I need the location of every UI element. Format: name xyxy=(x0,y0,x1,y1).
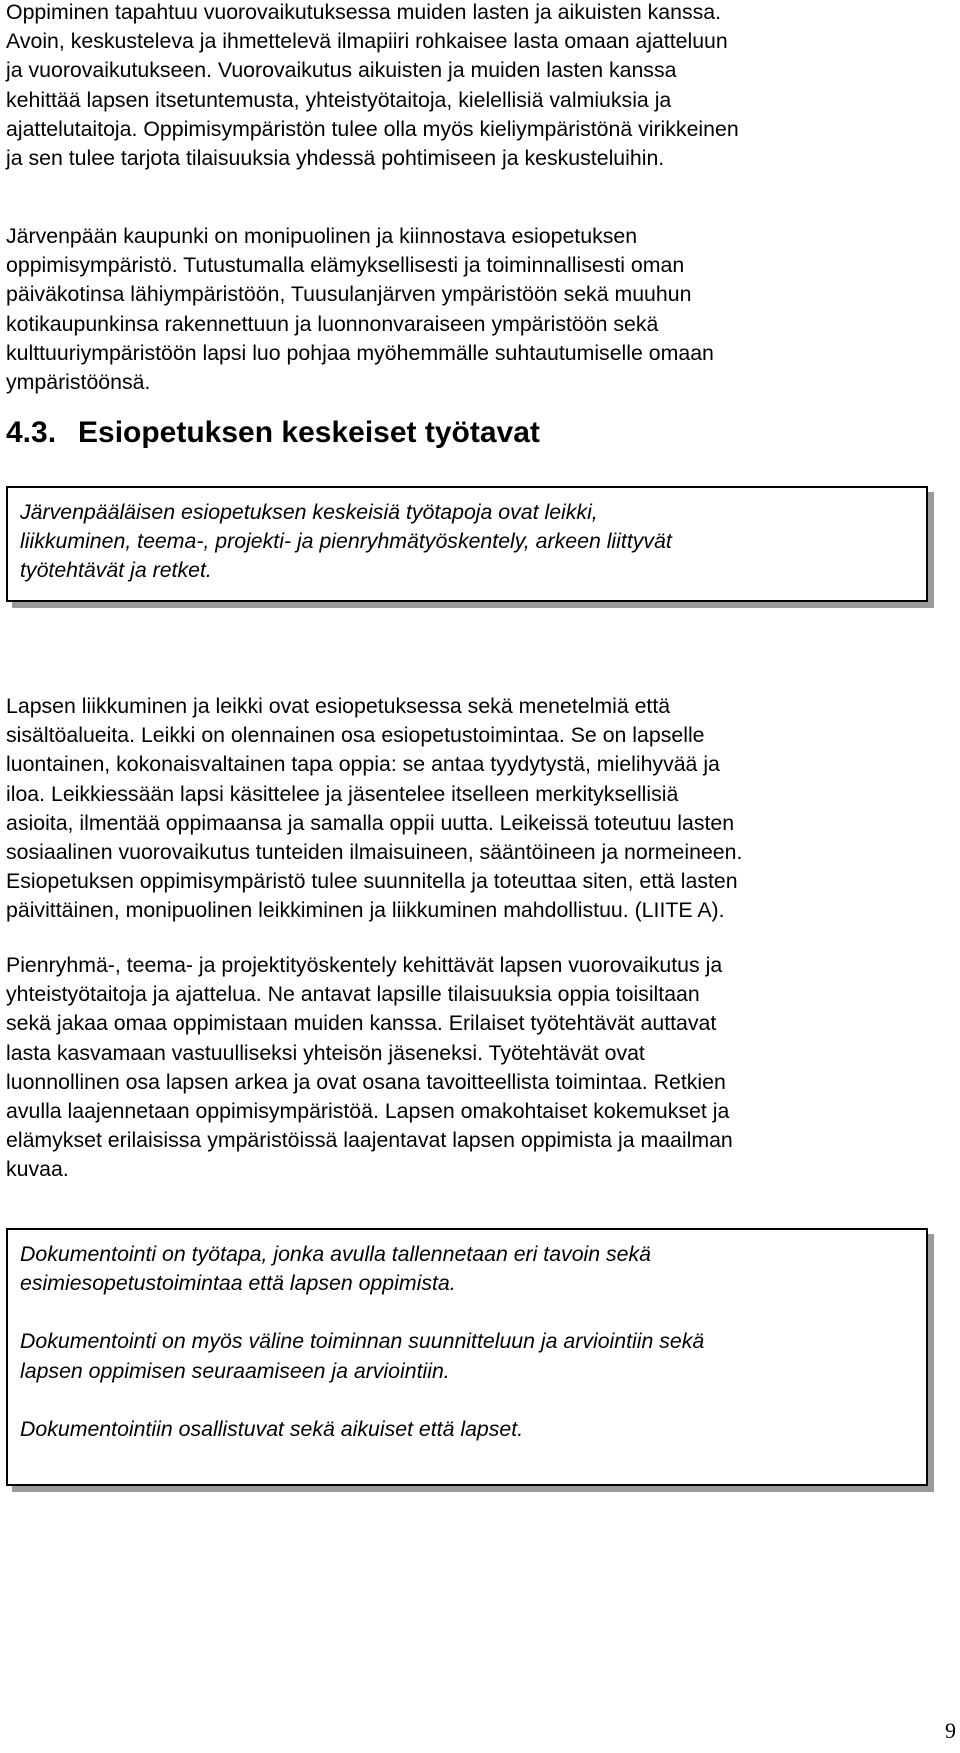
section-heading xyxy=(6,416,540,450)
documentation-line-2: Dokumentointi on myös väline toiminnan suunnitteluun ja arviointiin sekä lapsen oppimisen seuraamiseen ja arviointiin. xyxy=(20,1329,705,1383)
documentation-line-3: Dokumentointiin osallistuvat sekä aikuiset että lapset. xyxy=(20,1416,524,1441)
section-title: Esiopetuksen keskeiset työtavat xyxy=(78,416,540,449)
paragraph-play-movement: Lapsen liikkuminen ja leikki ovat esiopetuksessa sekä menetelmiä että sisältöalueita. Leikki on olennainen osa esiopetustoimintaa. Se on lapselle luontainen, kokonaisvaltainen tapa oppia: se antaa tyydytystä, mielihyvää ja iloa. Leikkiessään lapsi käsittelee ja jäsentelee itselleen merkityksellisiä asioita, ilmentää oppimaansa ja samalla oppii uutta. Leikeissä toteutuu lasten sosiaalinen vuorovaikutus tunteiden ilmaisuineen, sääntöineen ja normeineen. Esiopetuksen oppimisympäristö tulee suunnitella ja toteuttaa siten, että lasten päivittäinen, monipuolinen leikkiminen ja liikkuminen mahdollistuu. (LIITE A). xyxy=(6,694,743,923)
section-number: 4.3. xyxy=(6,416,57,449)
key-methods-box xyxy=(6,486,928,602)
paragraph-learning-interaction: Oppiminen tapahtuu vuorovaikutuksessa muiden lasten ja aikuisten kanssa. Avoin, keskusteleva ja ihmettelevä ilmapiiri rohkaisee lasta omaan ajatteluun ja vuorovaikutukseen. Vuorovaikutus aikuisten ja muiden lasten kanssa kehittää lapsen itsetuntemusta, yhteistyötaitoja, kielellisiä valmiuksia ja ajattelutaitoja. Oppimisympäristön tulee olla myös kieliympäristönä virikkeinen ja sen tulee tarjota tilaisuuksia yhdessä pohtimiseen ja keskusteluihin. xyxy=(6,0,739,171)
key-methods-text: Järvenpääläisen esiopetuksen keskeisiä työtapoja ovat leikki, liikkuminen, teema-, projekti- ja pienryhmätyöskentely, arkeen liittyvät työtehtävät ja retket. xyxy=(20,500,672,583)
paragraph-learning-environment: Järvenpään kaupunki on monipuolinen ja kiinnostava esiopetuksen oppimisympäristö. Tutustumalla elämyksellisesti ja toiminnallisesti oman päiväkotinsa lähiympäristöön, Tuusulanjärven ympäristöön sekä muuhun kotikaupunkinsa rakennettuun ja luonnonvaraiseen ympäristöön sekä kulttuuriympäristöön lapsi luo pohjaa myöhemmälle suhtautumiselle omaan ympäristöönsä. xyxy=(6,224,714,395)
page-number: 9 xyxy=(945,1718,956,1743)
paragraph-group-work: Pienryhmä-, teema- ja projektityöskentely kehittävät lapsen vuorovaikutus ja yhteistyötaitoja ja ajattelua. Ne antavat lapsille tilaisuuksia oppia toisiltaan sekä jakaa omaa oppimistaan muiden kanssa. Erilaiset työtehtävät auttavat lasta kasvamaan vastuulliseksi yhteisön jäseneksi. Työtehtävät ovat luonnollinen osa lapsen arkea ja ovat osana tavoitteellista toimintaa. Retkien avulla laajennetaan oppimisympäristöä. Lapsen omakohtaiset kokemukset ja elämykset erilaisissa ympäristöissä laajentavat lapsen oppimista ja maailman kuvaa. xyxy=(6,953,733,1182)
documentation-line-1: Dokumentointi on työtapa, jonka avulla tallennetaan eri tavoin sekä esimiesopetustoimintaa että lapsen oppimista. xyxy=(20,1242,652,1296)
documentation-box xyxy=(6,1228,928,1486)
